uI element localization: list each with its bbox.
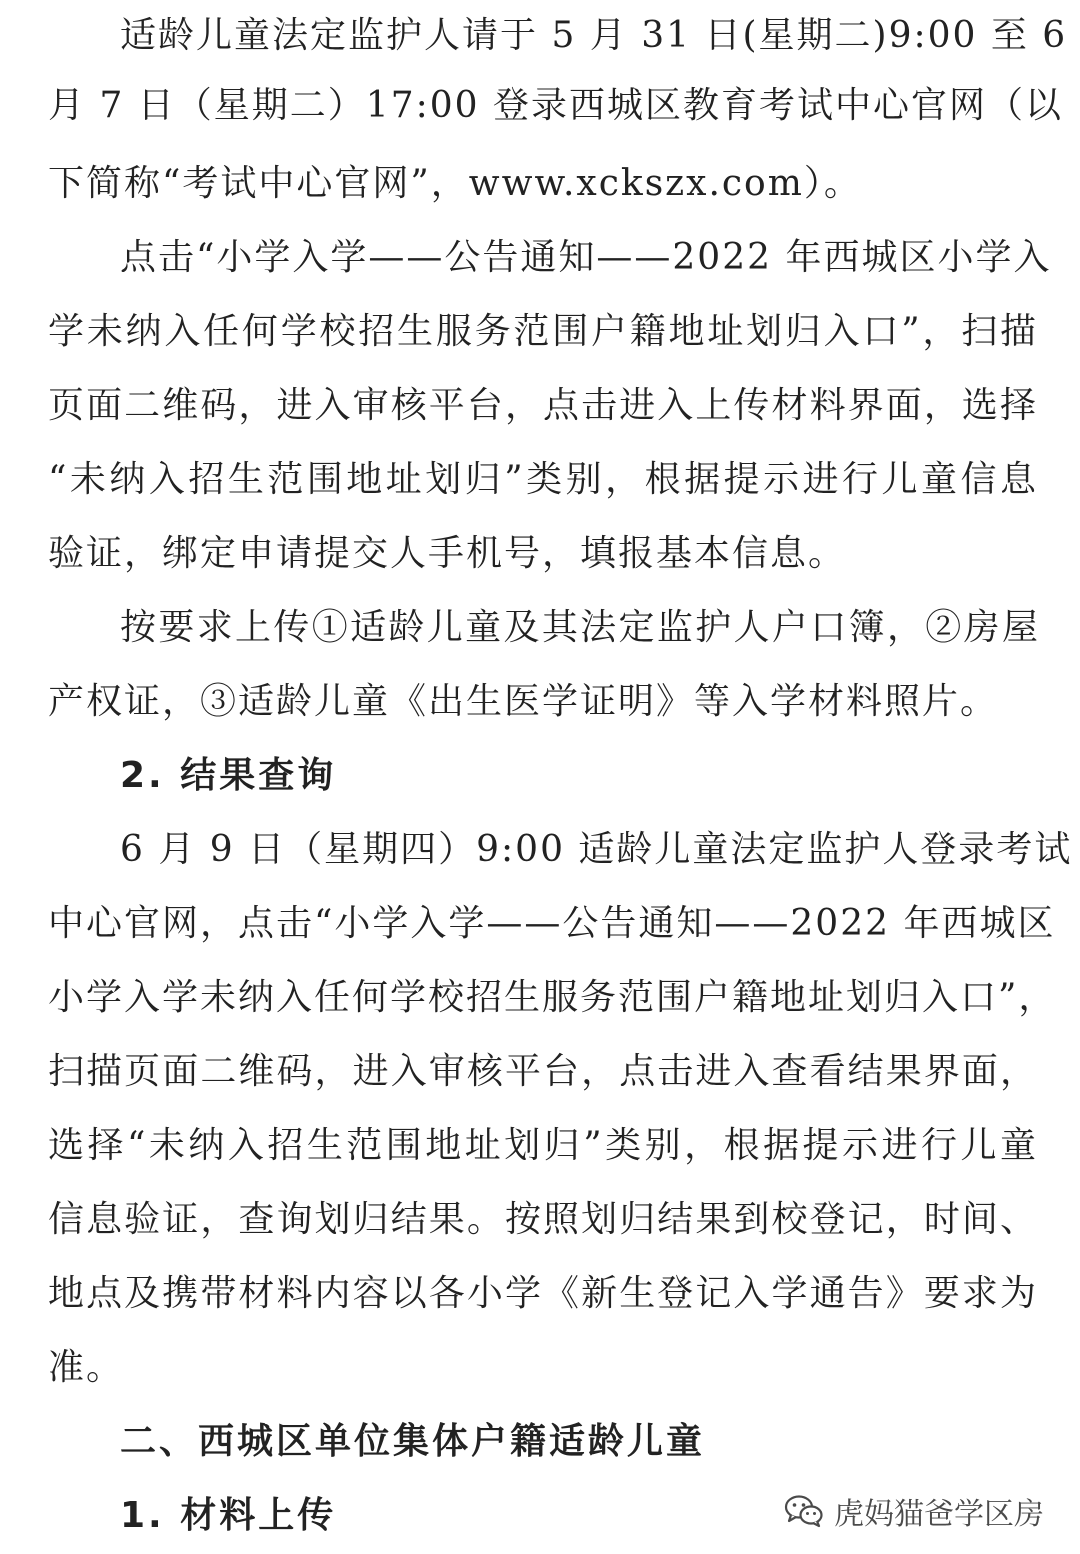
paragraph-line: 扫描页面二维码，进入审核平台，点击进入查看结果界面， bbox=[48, 1051, 1038, 1092]
paragraph-line: 下简称“考试中心官网”，www.xckszx.com）。 bbox=[48, 163, 862, 204]
paragraph-line: 中心官网，点击“小学入学——公告通知——2022 年西城区 bbox=[48, 903, 1056, 944]
account-watermark bbox=[784, 1486, 1044, 1536]
paragraph-line: 信息验证，查询划归结果。按照划归结果到校登记，时间、 bbox=[48, 1199, 1038, 1240]
paragraph-line: 准。 bbox=[48, 1347, 125, 1388]
watermark-text: 虎妈猫爸学区房 bbox=[834, 1497, 1044, 1532]
paragraph-line: 产权证，③适龄儿童《出生医学证明》等入学材料照片。 bbox=[48, 681, 999, 722]
paragraph-line: 页面二维码，进入审核平台，点击进入上传材料界面，选择 bbox=[48, 385, 1038, 426]
section-heading: 二、西城区单位集体户籍适龄儿童 bbox=[120, 1421, 706, 1462]
paragraph-line: 小学入学未纳入任何学校招生服务范围户籍地址划归入口”， bbox=[48, 977, 1057, 1018]
paragraph-line: “未纳入招生范围地址划归”类别，根据提示进行儿童信息 bbox=[48, 459, 1038, 500]
paragraph-line: 验证，绑定申请提交人手机号，填报基本信息。 bbox=[48, 533, 847, 574]
section-heading: 2. 结果查询 bbox=[120, 755, 337, 796]
paragraph-line: 按要求上传①适龄儿童及其法定监护人户口簿，②房屋 bbox=[120, 607, 1040, 648]
paragraph-line: 点击“小学入学——公告通知——2022 年西城区小学入 bbox=[120, 237, 1052, 278]
paragraph-line: 选择“未纳入招生范围地址划归”类别，根据提示进行儿童 bbox=[48, 1125, 1038, 1166]
paragraph-line: 6 月 9 日（星期四）9:00 适龄儿童法定监护人登录考试 bbox=[120, 829, 1073, 870]
wechat-icon bbox=[784, 1494, 824, 1528]
subsection-heading: 1. 材料上传 bbox=[120, 1495, 337, 1536]
paragraph-line: 适龄儿童法定监护人请于 5 月 31 日(星期二)9:00 至 6 bbox=[120, 15, 1068, 56]
paragraph-line: 月 7 日（星期二）17:00 登录西城区教育考试中心官网（以 bbox=[48, 85, 1063, 126]
paragraph-line: 地点及携带材料内容以各小学《新生登记入学通告》要求为 bbox=[48, 1273, 1038, 1314]
paragraph-line: 学未纳入任何学校招生服务范围户籍地址划归入口”，扫描 bbox=[48, 311, 1038, 352]
